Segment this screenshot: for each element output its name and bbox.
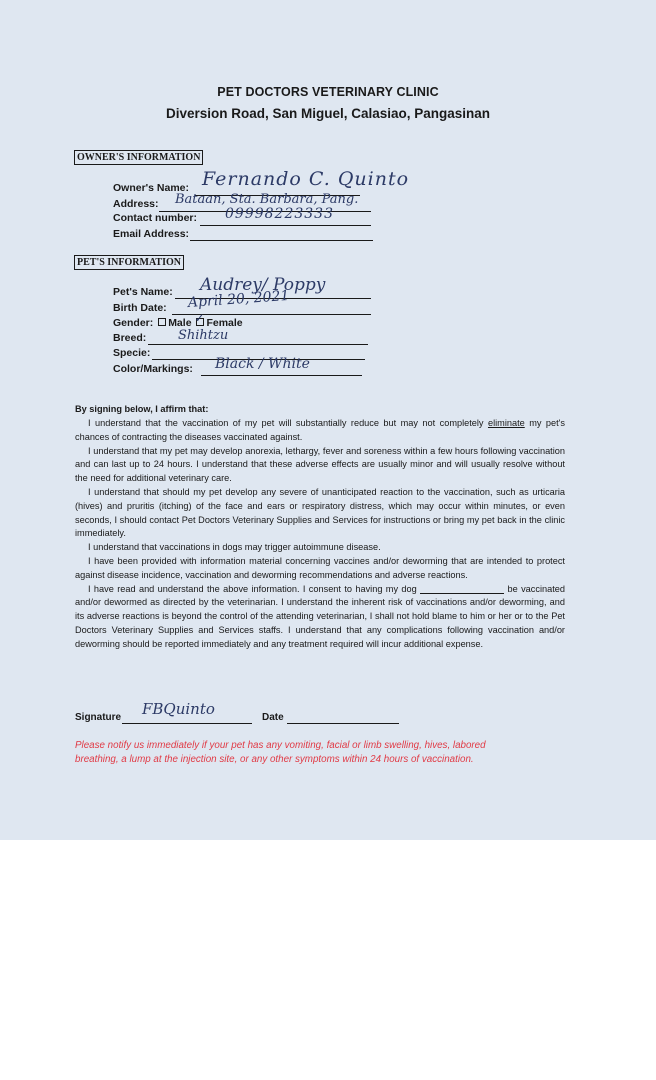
consent-p1-end: my pet's chances of contracting the diseases vaccinated against. bbox=[75, 418, 565, 442]
owner-address-label: Address: bbox=[113, 198, 159, 210]
male-option-label: Male bbox=[168, 317, 192, 329]
gender-label: Gender: bbox=[113, 317, 154, 329]
consent-p6-start: I have read and understand the above information. I consent to having my dog bbox=[88, 583, 417, 594]
consent-paragraph-5: I have been provided with information material concerning vaccines and/or deworming that are intended to protect against disease incidence, vaccination and deworming recommendations and adverse reactions. bbox=[75, 555, 565, 580]
pet-name-label: Pet's Name: bbox=[113, 286, 173, 298]
consent-paragraph-1 bbox=[75, 417, 565, 445]
date-line[interactable] bbox=[287, 723, 399, 724]
specie-label: Specie: bbox=[113, 347, 151, 359]
consent-text bbox=[75, 417, 565, 652]
clinic-address: Diversion Road, San Miguel, Calasiao, Pangasinan bbox=[165, 106, 491, 121]
breed-label: Breed: bbox=[113, 332, 147, 344]
consent-intro: By signing below, I affirm that: bbox=[75, 404, 209, 414]
owner-section-heading: OWNER'S INFORMATION bbox=[74, 150, 203, 165]
owner-address-value[interactable]: Bataan, Sta. Barbara, Pang. bbox=[175, 192, 359, 207]
consent-p1-underlined: eliminate bbox=[487, 418, 525, 428]
consent-paragraph-3: I understand that should my pet develop any severe of unanticipated reaction to the vaccination, such as urticaria (hives) and pruritis (itching) of the face and ears or respiratory distress, which may occur within minutes, or even seconds, I should contact Pet Doctors Veterinary Supplies and Services for instructions or bring my pet back in the clinic immediately. bbox=[75, 486, 565, 539]
female-checkbox[interactable] bbox=[194, 311, 205, 326]
signature-label: Signature bbox=[75, 712, 122, 723]
male-checkbox[interactable] bbox=[158, 318, 166, 326]
pet-section-heading: PET'S INFORMATION bbox=[74, 255, 184, 270]
dog-name-blank[interactable] bbox=[420, 584, 504, 594]
consent-paragraph-4: I understand that vaccinations in dogs may trigger autoimmune disease. bbox=[88, 542, 381, 553]
birth-date-value[interactable]: April 20, 2021 bbox=[187, 287, 290, 311]
owner-name-value[interactable]: Fernando C. Quinto bbox=[202, 168, 410, 190]
color-markings-line bbox=[201, 375, 362, 376]
clinic-name: PET DOCTORS VETERINARY CLINIC bbox=[217, 85, 439, 99]
checkmark-icon: ✓ bbox=[194, 311, 205, 325]
breed-value[interactable]: Shihtzu bbox=[178, 328, 229, 343]
signature-line bbox=[122, 723, 252, 724]
contact-number-value[interactable]: 09998223333 bbox=[225, 206, 334, 222]
consent-paragraph-6 bbox=[75, 583, 565, 652]
signature-value[interactable]: FBQuinto bbox=[142, 700, 215, 718]
email-address-label: Email Address: bbox=[113, 228, 190, 240]
email-address-line bbox=[190, 240, 373, 241]
contact-number-label: Contact number: bbox=[113, 212, 197, 224]
consent-paragraph-2: I understand that my pet may develop anorexia, lethargy, fever and soreness within a few hours following vaccination and can last up to 24 hours. I understand that these adverse effects are usually minor and will usually resolve without the need for additional veterinary care. bbox=[75, 445, 565, 484]
pet-name-value[interactable]: Audrey/ Poppy bbox=[200, 275, 326, 295]
owner-name-label: Owner's Name: bbox=[113, 182, 190, 194]
consent-p6-end: be vaccinated and/or dewormed as directed by the veterinarian. I understand the inherent risk of vaccinations and/or deworming, and its adverse reactions is beyond the control of the attending veterinarian, I shall not hold blame to him or her or to the Pet Doctors Veterinary Supplies and Services staffs. I understand that any complications following vaccination and/or deworming should be reported immediately and any treatment required will incur additional expense. bbox=[75, 583, 566, 649]
color-markings-label: Color/Markings: bbox=[113, 363, 193, 375]
birth-date-label: Birth Date: bbox=[113, 302, 167, 314]
consent-p1-start: I understand that the vaccination of my pet will substantially reduce but may not completely bbox=[88, 418, 484, 428]
notice-text: Please notify us immediately if your pet has any vomiting, facial or limb swelling, hives, labored breathing, a lump at the injection site, or any other symptoms within 24 hours of vaccination. bbox=[75, 740, 486, 765]
breed-line bbox=[148, 344, 368, 345]
date-label: Date bbox=[262, 712, 284, 723]
contact-number-line bbox=[200, 225, 371, 226]
female-option-label: Female bbox=[206, 317, 243, 329]
color-markings-value[interactable]: Black / White bbox=[215, 356, 310, 372]
